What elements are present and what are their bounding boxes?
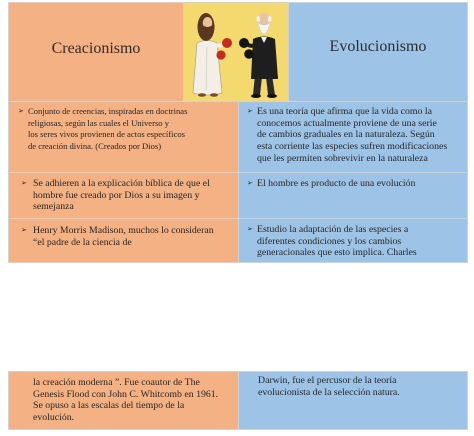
evolucionismo-key-figure-continued-text xyxy=(258,375,400,398)
robe xyxy=(193,41,222,96)
creacionismo-definition-text xyxy=(28,106,187,153)
arrow-bullet-icon: ➢ xyxy=(247,179,253,187)
text-line: los seres vivos provienen de actos específicos xyxy=(28,129,186,140)
text-line: “el padre de la ciencia de xyxy=(33,236,132,248)
text-line: evolución. xyxy=(33,412,75,424)
text-line: Genesis Flood con John C. Whitcomb en 1961. xyxy=(33,388,219,400)
dark-coat xyxy=(251,37,278,80)
text-line: evolucionista de la selección natura. xyxy=(258,386,400,398)
shoe xyxy=(251,94,261,98)
white-hair xyxy=(268,16,272,22)
creacionismo-key-figure-continued-cell xyxy=(8,371,239,430)
text-line: esta corriente las especies sufren modificaciones xyxy=(257,141,448,153)
text-line: El hombre es producto de una evolución xyxy=(257,178,416,189)
arrow-bullet-icon: ➢ xyxy=(247,225,253,233)
red-boxing-glove-icon xyxy=(222,38,232,48)
creacionismo-header-cell xyxy=(8,2,184,102)
text-line: conocemos actualmente proviene de una serie xyxy=(257,117,437,129)
black-boxing-glove-icon xyxy=(239,38,249,48)
creacionismo-key-figure-cell xyxy=(8,218,239,263)
text-line: Henry Morris Madison, muchos lo consideran xyxy=(33,225,214,236)
boxing-illustration-cell xyxy=(183,2,289,102)
evolucionismo-definition-text xyxy=(257,106,447,164)
creacionismo-definition-cell xyxy=(8,101,239,173)
arrow-bullet-icon: ➢ xyxy=(21,226,27,234)
arrow-bullet-icon: ➢ xyxy=(18,107,24,115)
text-line: religiosas, según las cuales el Universo y xyxy=(28,117,170,128)
evolucionismo-title: Evolucionismo xyxy=(329,38,427,55)
text-line: que les permiten sobrevivir en la naturaleza xyxy=(257,152,428,164)
text-line: de creación divina. (Creados por Dios) xyxy=(28,141,162,152)
text-line: Se adhieren a la explicación bíblica de que el xyxy=(33,178,210,189)
black-boxing-glove-icon xyxy=(244,49,254,59)
creacionismo-man-origin-text xyxy=(33,178,210,213)
text-line: Estudio la adaptación de las especies a xyxy=(257,224,409,235)
sandal xyxy=(198,93,206,97)
evolucionismo-header-cell xyxy=(288,2,468,102)
text-line: Se opuso a las escalas del tiempo de la xyxy=(33,400,185,412)
text-line: de cambios graduales en la naturaleza. Según xyxy=(257,129,435,141)
evolucionismo-key-figure-cell xyxy=(238,218,468,263)
evolucionismo-man-origin-cell xyxy=(238,172,468,219)
evolucionismo-definition-cell xyxy=(238,101,468,173)
arrow-bullet-icon: ➢ xyxy=(247,107,253,115)
text-line: Es una teoría que afirma que la vida como la xyxy=(257,106,432,117)
text-line: generacionales que esto implica. Charles xyxy=(257,247,417,259)
boxing-illustration xyxy=(184,3,288,101)
text-line: la creación moderna ”. Fue coautor de The xyxy=(33,377,200,388)
red-boxing-glove-icon xyxy=(216,50,225,59)
evolucionismo-man-origin-text xyxy=(257,178,415,190)
white-hair xyxy=(257,16,261,22)
creacionismo-man-origin-cell xyxy=(8,172,239,219)
shoe xyxy=(267,94,277,98)
text-line: Conjunto de creencias, inspiradas en doctrinas xyxy=(28,106,188,116)
creacionismo-key-figure-text xyxy=(33,225,214,248)
text-line: hombre fue creado por Dios a su imagen y xyxy=(33,189,200,201)
creacionismo-title: Creacionismo xyxy=(51,40,141,57)
text-line: semejanza xyxy=(33,201,74,213)
arrow-bullet-icon: ➢ xyxy=(21,179,27,187)
text-line: diferentes condiciones y los cambios xyxy=(257,235,402,247)
sandal xyxy=(210,93,218,97)
evolucionismo-key-figure-text xyxy=(257,224,417,259)
creacionismo-key-figure-continued-text xyxy=(33,377,218,424)
text-line: Darwin, fue el percusor de la teoría xyxy=(258,375,397,386)
evolucionismo-key-figure-continued-cell xyxy=(238,371,468,430)
